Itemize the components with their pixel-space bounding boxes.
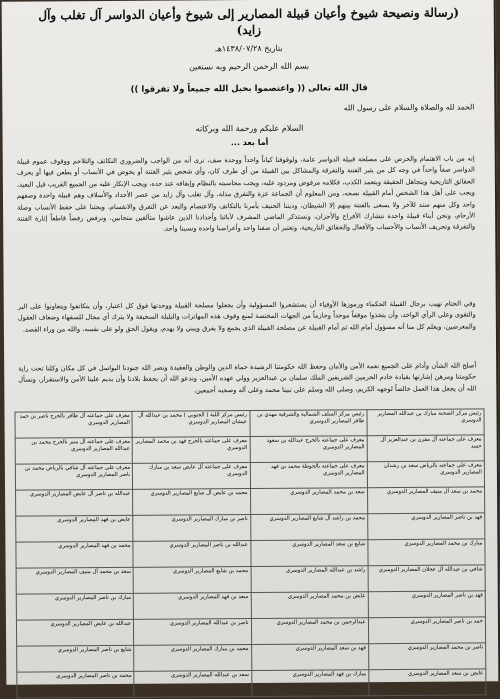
signatory-cell: مبارك بن ناصر المصارير الدوسري (16, 593, 133, 620)
signatory-cell: فهد بن ناصر المصارير الدوسري (368, 591, 485, 618)
signatory-cell: معرف على جماعته آل منير بالخرج محمد بن عبدالله المصارير الدوسري (15, 437, 132, 464)
signatory-row (17, 669, 486, 698)
signatory-row (16, 487, 485, 516)
signatory-cell: عبدالرحمن بن محمد المصارير الدوسري (251, 618, 368, 645)
signatory-cell: عايض بن سعد المصارير الدوسري (369, 669, 486, 696)
signatory-cell: ناصر بن عبدالله المصارير الدوسري (134, 619, 251, 646)
signatory-cell: سعد بن فهد المصارير الدوسري (134, 593, 251, 620)
amma-baad: أما بعد ... (230, 137, 269, 148)
signatory-cell: معرف على جماعته آل شافي بالرياض محمد بن ناصر المصارير الدوسري (15, 463, 132, 490)
signatory-cell: سعد بن عبدالله المصارير الدوسري (134, 671, 251, 698)
signatory-row (16, 513, 485, 542)
signatory-row (16, 565, 485, 594)
signatory-cell: معرف على جماعته آل ظافر بالخرج ناصر بن حمد المصارير الدوسري (15, 411, 132, 438)
signatory-cell: رئيس مركز السلف الشمالية والشرقية مهدي بن ظافر المصارير الدوسري (249, 410, 366, 437)
signatory-cell: محمد بن شايع المصارير الدوسري (133, 567, 250, 594)
signatory-cell: معرف على جماعته بالحوطة محمد بن فهد المصارير الدوسري (250, 462, 367, 489)
signatory-cell: معرف على جماعته آل عايض سعد بن مبارك الدوسري (133, 463, 250, 490)
signatory-cell: محمد بن مبارك المصارير الدوسري (134, 645, 251, 672)
letter-page (2, 0, 500, 685)
document-date: بتاريخ ١٤٣٨/٠٧/٢٨هـ (215, 43, 283, 54)
signatory-cell: سعد بن محمد آل منيف المصارير الدوسري (16, 567, 133, 594)
signatory-cell: محمد بن عايض آل شايع المصارير الدوسري (133, 489, 250, 516)
document-title: (رسالة ونصيحة شيوخ وأعيان قبيلة المصارير إلى شيوخ وأعيان الدواسر آل تغلب وآل زايد) (38, 5, 460, 38)
signatory-cell: مبارك بن محمد المصارير الدوسري (368, 539, 485, 566)
signatory-cell: معرف على جماعته بالخرج فهد بن محمد المصارير الدوسري (132, 437, 249, 464)
signatory-cell: شايع بن ناصر المصارير الدوسري (17, 645, 134, 672)
signatory-cell: محمد بن فهد المصارير الدوسري (16, 541, 133, 568)
signatory-cell: حمد بن ناصر المصارير الدوسري (368, 617, 485, 644)
basmala: بسم الله الرحمن الرحيم وبه نستعين (189, 61, 310, 72)
signatory-row (15, 409, 484, 438)
greeting-line: السلام عليكم ورحمة الله وبركاته (195, 123, 304, 134)
signatory-row (15, 435, 484, 464)
signatory-row (16, 617, 485, 646)
signatory-cell: عبدالله بن عايض المصارير الدوسري (16, 619, 133, 646)
signatory-cell: سعد بن محمد المصارير الدوسري (250, 488, 367, 515)
signatory-cell: فهد بن سعد المصارير الدوسري (251, 644, 368, 671)
signatory-cell: محمد بن سعد آل منيف المصارير الدوسري (367, 487, 484, 514)
signatory-row (16, 591, 485, 620)
signatory-cell: رئيس مركز الصحنة مبارك بن عبدالله المصارير الدوسري (367, 409, 484, 436)
signatory-cell: عايض بن محمد المصارير الدوسري (251, 592, 368, 619)
signatory-cell: شايع بن سعد المصارير الدوسري (250, 540, 367, 567)
signatory-cell: عبدالله بن ناصر آل عايض المصارير الدوسري (16, 489, 133, 516)
signatories-table (14, 408, 486, 698)
signatory-row (17, 643, 486, 672)
quran-verse: قال الله تعالى (( واعتصموا بحبل الله جميعاً ولا تفرقوا )) (130, 83, 368, 95)
signatory-cell: ناصر بن مبارك المصارير الدوسري (133, 515, 250, 542)
body-paragraph-3: أصلح الله الشأن وأدام على الجميع نعمة الأمن والأمان وحفظ الله حكومتنا الرشيدة حماة الدين والوطن والعقيدة ونصر الله جنودنا البواسل في كل مكان وكلنا تحت راية حكومتنا ومرهن إشارتها بقيادة خادم الحرمين الشريفين الملك سلمان بن عبدالعزيز وولي عهده الأمين، وندعو الله أن يحفظ بلادنا وأن يديم علينا الأمن والاستقرار، ونسأل الله أن يجعل هذا العمل خالصاً لوجهه الكريم، وصلى الله وسلم على نبينا محمد وعلى آله وصحبه أجمعين. (18, 361, 477, 395)
signatory-cell: محمد بن راشد آل شايع المصارير الدوسري (250, 514, 367, 541)
body-paragraph-1: إنه من باب الاهتمام والحرص على مصلحة قبيلة الدواسر عامة، ولوقوفنا كياناً واحداً ووحدة صف، نرى أنه من الواجب والضروري التكاتف والتلاحم ووقوف عموم قبيلة الدواسر صفاً واحداً في وجه كل من يثير الفتنة والتفرقة والمشاكل بين القبيلة من أي طرف كان، وأي شخص يثير الفتنة أو يخوض في الأنساب أو يطعن فيها أو يحرف الحقائق التاريخية ويتجاهل الحقيقة ويتعمد الكذب، فكلامه مرفوض ومردود عليه، ويجب محاسبته بالنظام وإيقافه عند حده، ويجب الإنكار عليه من الجميع القريب قبل البعيد، ويجب على أهل هذا الشخص أمام القبيلة نصحه، ومن المعلوم أن الجماعة عزة والتفرق مذلة، وآل تغلب وآل زايد من عصر الأجداد والأسلاف وهم قبيلة واحدة وصفهم واحد وكل منهم سند للآخر ولا يسعى بالفتنة بينهم إلا الشيطان، وديننا الحنيف يأمرنا بالتكاتف والاعتصام والبعد عن التفرق والانقسام، ويحثنا على حفظ الأنساب وصلة الأرحام، ونحن أبناء قبيلة واحدة نتشارك الأفراح والأحزان، ونستذكر الماضي المشرف لآبائنا وأجدادنا الذين عاشوا متآلفين متحابين، ونرفض رفضاً قاطعاً إثارة الفتنة والتفرقة وتحريف الأنساب والأحساب والأفعال والحقائق التاريخية، وتعتبر أن صفنا واحد وأعراضنا واحدة ونسبنا واحد. (16, 154, 476, 234)
signatory-cell: معرف على جماعته آل مقرن بن عبدالعزيز آل حميد (367, 435, 484, 462)
signatory-cell: راشد بن عبدالله المصارير الدوسري (251, 566, 368, 593)
signatory-cell: مبارك بن فهد المصارير الدوسري (251, 670, 368, 697)
signatory-cell: رئيس مركز اللبة ( الجنوبي ) محمد بن عبدالله آل عيشان المصارير الدوسري (132, 411, 249, 438)
signatory-row (15, 461, 484, 490)
signatory-cell: معرف على جماعته بالرياض سعد بن رشدان المصارير الدوسري (367, 461, 484, 488)
signatory-cell: محمد بن ناصر المصارير الدوسري (17, 671, 134, 698)
signatory-row (16, 539, 485, 568)
signatory-cell: معرف على جماعته بالخرج عبدالله بن سعود المصارير الدوسري (250, 436, 367, 463)
body-paragraph-2: وفي الختام نهيب برجال القبيلة الحكماء ورموزها الأوفياء أن يستشعروا المسؤولية وأن يجعلوا مصلحة القبيلة ووحدتها فوق كل اعتبار، وأن يتكاتفوا ويتعاونوا على البر والتقوى وعلى الرأي الواحد، وأن يتخذوا موقفاً موحداً وحازماً من الجهات المختصة لمنع وقوف هذه المهاترات والبلبلة السخيفة ولا يترك أي مجال للسفهاء وضعاف العقول والمغرضين، ويعلم كل منا أنه مسؤول أمام الله ثم أمام القبيلة عن مصلحة القبيلة الذي يجمع ولا يفرق ويبني ولا يهدم، ويقول الحق ولو على نفسه، والله من وراء القصد. (17, 299, 476, 334)
praise-line: الحمد لله والصلاة والسلام على رسول الله (343, 102, 475, 113)
page-edge (494, 0, 500, 681)
signatory-cell: شافي بن عبدالله آل عجلان المصارير الدوسري (368, 565, 485, 592)
signatory-cell: فهد بن ناصر المصارير الدوسري (367, 513, 484, 540)
signatory-cell: عايض بن فهد المصارير الدوسري (16, 515, 133, 542)
signatory-cell: عبدالله بن ناصر المصارير الدوسري (133, 541, 250, 568)
signatory-cell: ناصر بن محمد المصارير الدوسري (368, 643, 485, 670)
